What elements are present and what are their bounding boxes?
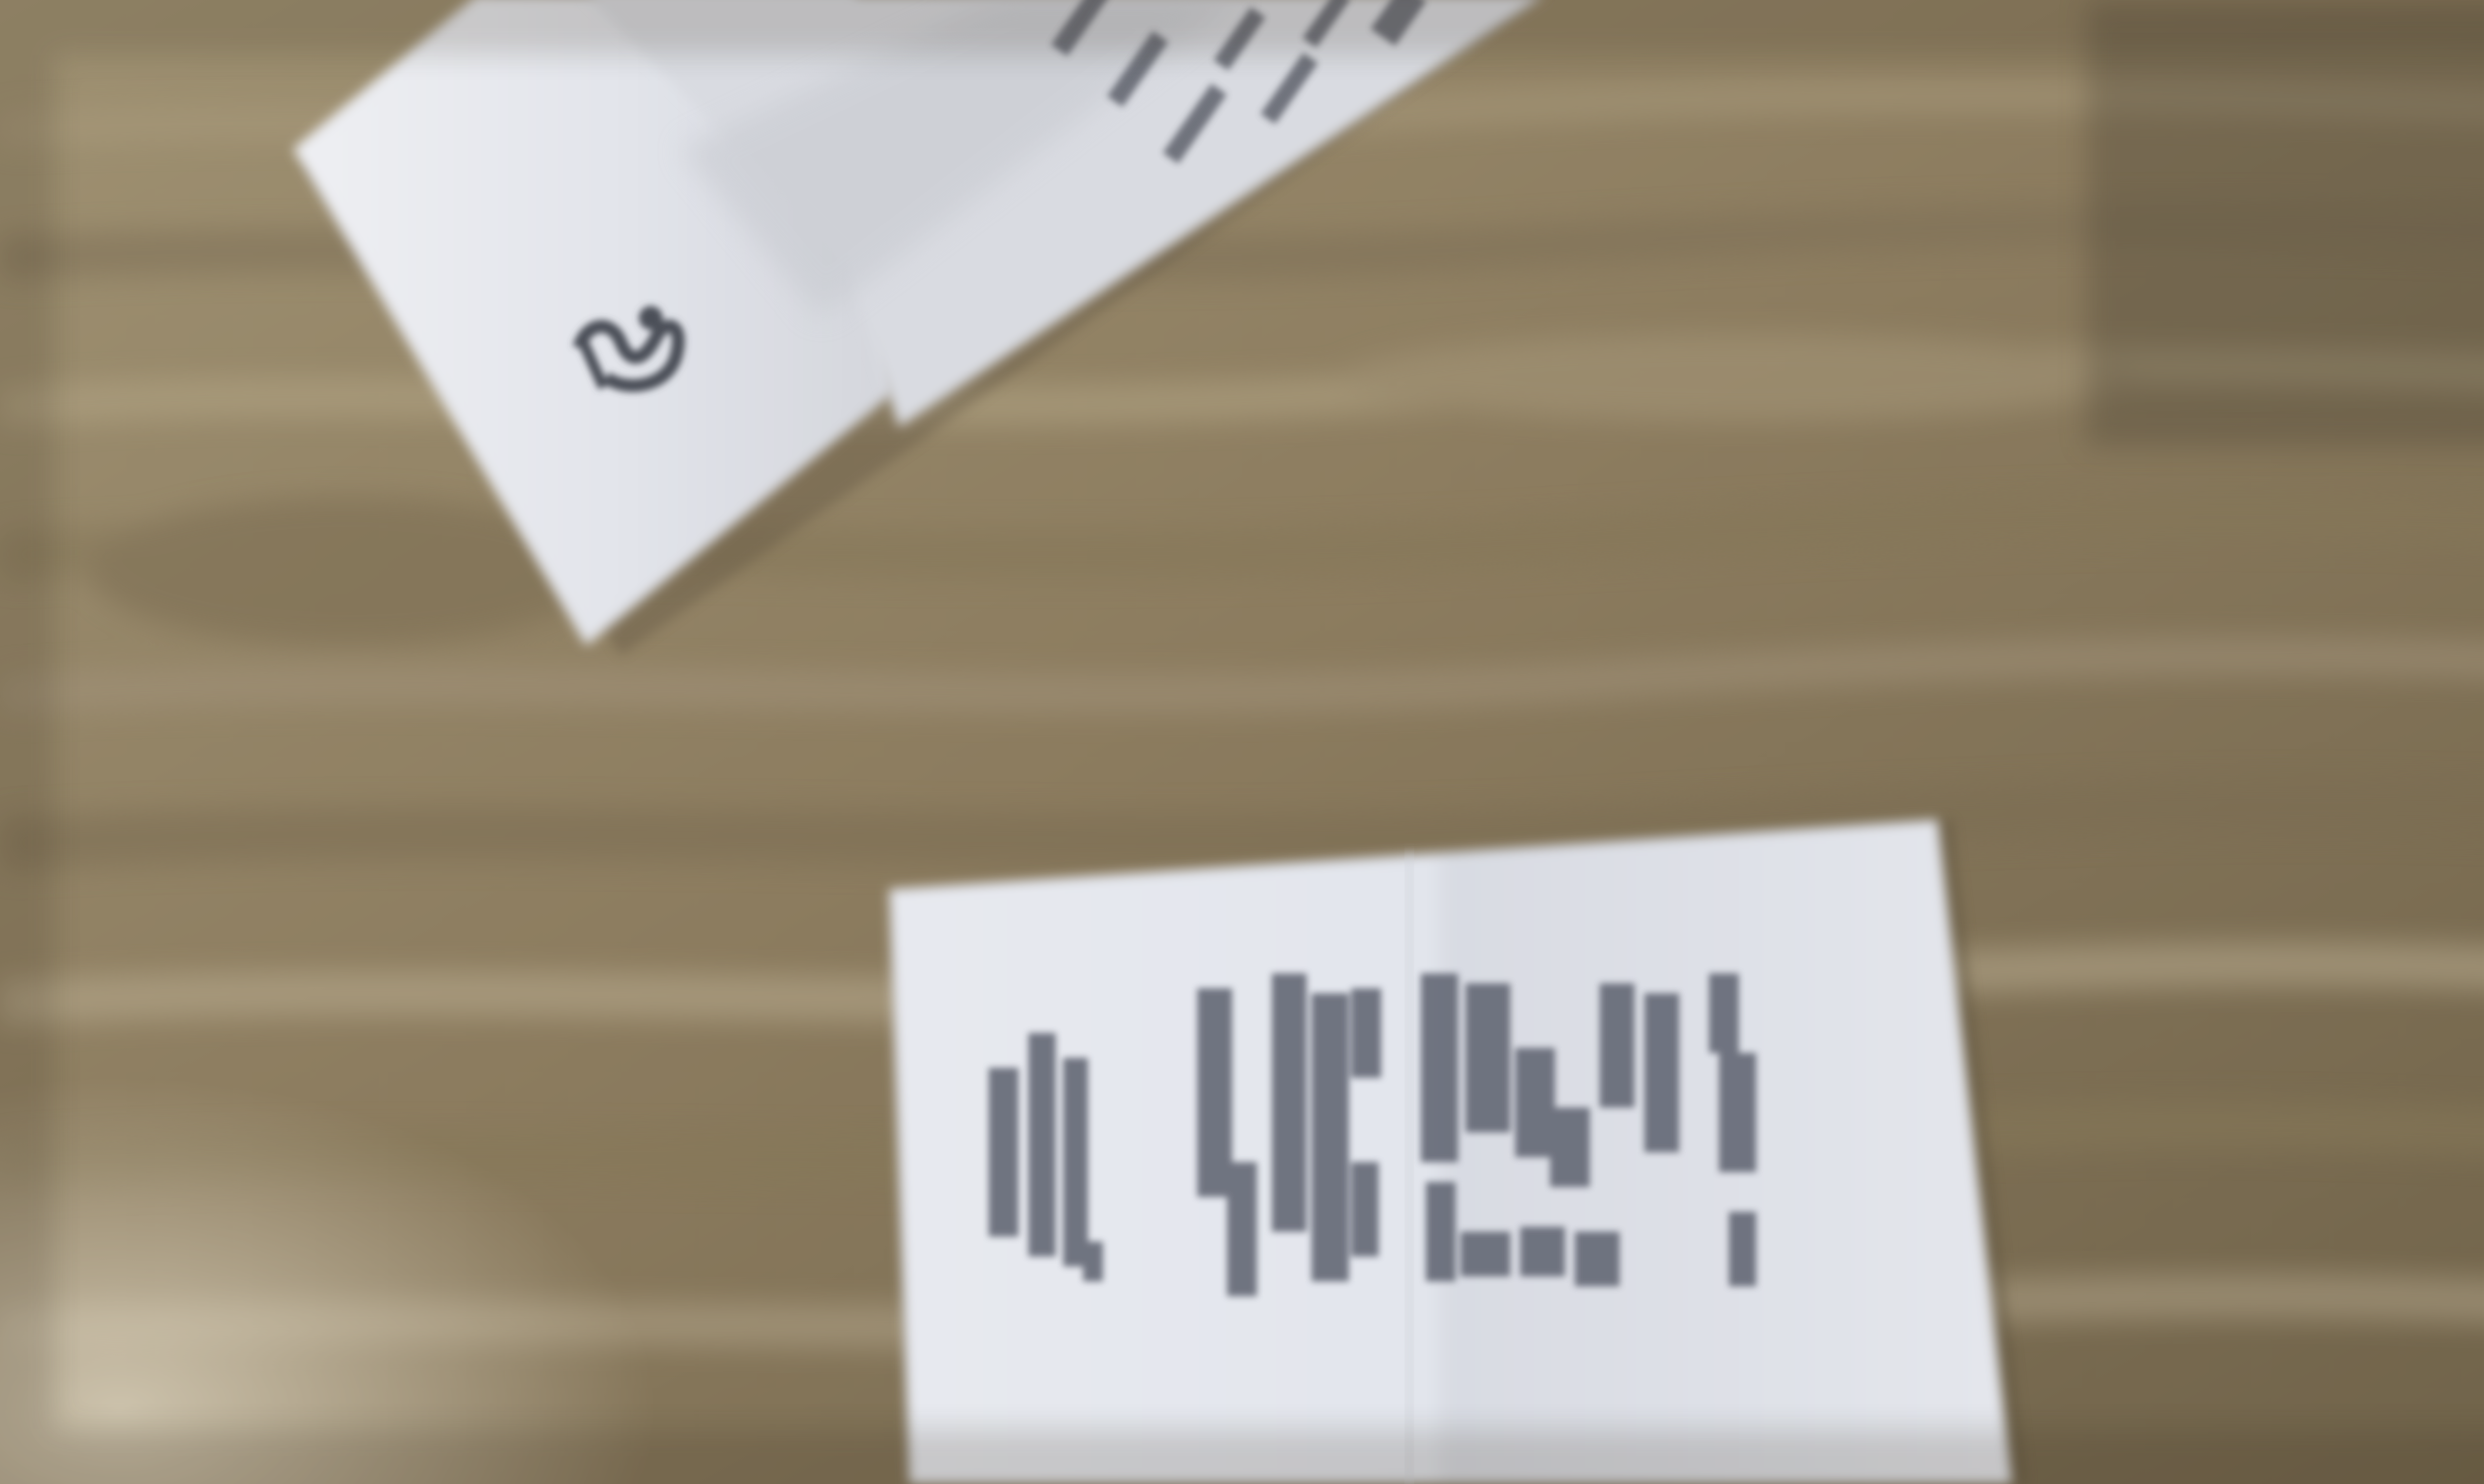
flat-receipt [889,819,2027,1484]
flat-receipt-fold-line [1406,854,1413,1484]
dark-corner [2087,0,2484,447]
